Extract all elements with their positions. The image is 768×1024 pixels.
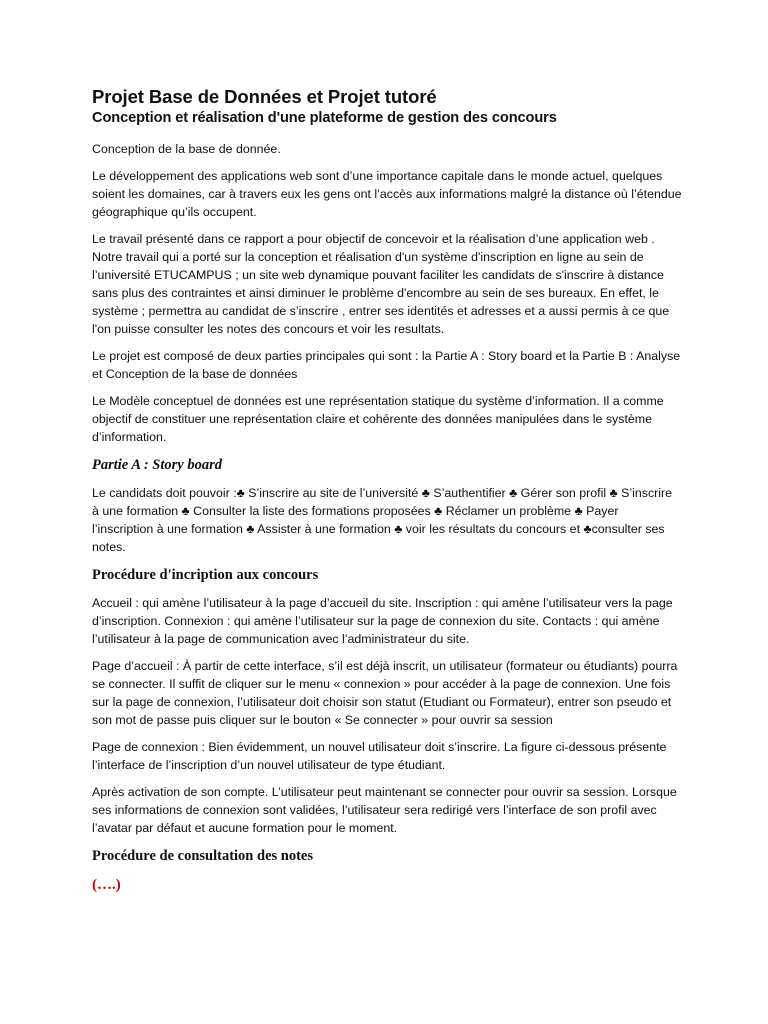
paragraph-activation: Après activation de son compte. L’utilisateur peut maintenant se connecter pour ouvrir sa session. Lorsque ses informations de connexion sont validées, l’utilisateur sera redirigé vers l’interface de son profil avec l’avatar par défaut et aucune formation pour le moment. — [92, 785, 677, 835]
paragraph-page-connexion: Page de connexion : Bien évidemment, un nouvel utilisateur doit s’inscrire. La figure ci-dessous présente l’interface de l’inscription d’un nouvel utilisateur de type étudiant. — [92, 740, 667, 772]
document-title: Projet Base de Données et Projet tutoré — [92, 86, 437, 107]
section-heading-partie-a: Partie A : Story board — [92, 457, 222, 473]
paragraph-accueil-menu: Accueil : qui amène l’utilisateur à la page d’accueil du site. Inscription : qui amène l’utilisateur vers la page d’inscription. Connexion : qui amène l’utilisateur sur la page de connexion du site. Contacts : qui amène l’utilisateur à la page de communication avec l’administrateur du site. — [92, 596, 673, 646]
paragraph-intro: Le développement des applications web sont d’une importance capitale dans le monde actuel, quelques soient les domaines, car à travers eux les gens ont l’accès aux informations malgré la distance où l’étendue géographique qu’ils occupent. — [92, 169, 682, 219]
paragraph-mcd: Le Modèle conceptuel de données est une représentation statique du système d’information. Il a comme objectif de constituer une représentation claire et cohérente des données manipulées dans le système d’information. — [92, 394, 664, 444]
document-content — [92, 86, 682, 895]
ellipsis-placeholder: (….) — [92, 877, 121, 893]
section-heading-consultation: Procédure de consultation des notes — [92, 848, 313, 864]
paragraph-conception: Conception de la base de donnée. — [92, 142, 281, 156]
paragraph-parties: Le projet est composé de deux parties principales qui sont : la Partie A : Story board et la Partie B : Analyse et Conception de la base de données — [92, 349, 681, 381]
paragraph-page-accueil: Page d’accueil : À partir de cette interface, s’il est déjà inscrit, un utilisateur (formateur ou étudiants) pourra se connecter. Il suffit de cliquer sur le menu « connexion » pour accéder à la page de connexion. Une fois sur la page de connexion, l’utilisateur doit choisir son statut (Etudiant ou Formateur), entrer son pseudo et son mot de passe puis cliquer sur le bouton « Se connecter » pour ouvrir sa session — [92, 659, 678, 727]
document-subtitle: Conception et réalisation d'une plateforme de gestion des concours — [92, 110, 557, 126]
paragraph-candidats: Le candidats doit pouvoir :♣ S’inscrire au site de l’université ♣ S’authentifier ♣ Gérer son profil ♣ S’inscrire à une formation ♣ Consulter la liste des formations proposées ♣ Réclamer un problème ♣ Payer l’inscription à une formation ♣ Assister à une formation ♣ voir les résultats du concours et ♣consulter ses notes. — [92, 486, 673, 554]
section-heading-inscription: Procédure d'incription aux concours — [92, 567, 319, 583]
paragraph-travail: Le travail présenté dans ce rapport a pour objectif de concevoir et la réalisation d’une application web . Notre travail qui a porté sur la conception et réalisation d'un système d'inscription en ligne au sein de l’université ETUCAMPUS ; un site web dynamique pouvant faciliter les candidats de s'inscrire à distance sans plus des contraintes et ainsi diminuer le problème d'encombre au sein de ses bureaux. En effet, le système ; permettra au candidat de s’inscrire , entrer ses identités et adresses et a aussi permis à ce que l'on puisse consulter les notes des concours et voir les resultats. — [92, 232, 670, 336]
